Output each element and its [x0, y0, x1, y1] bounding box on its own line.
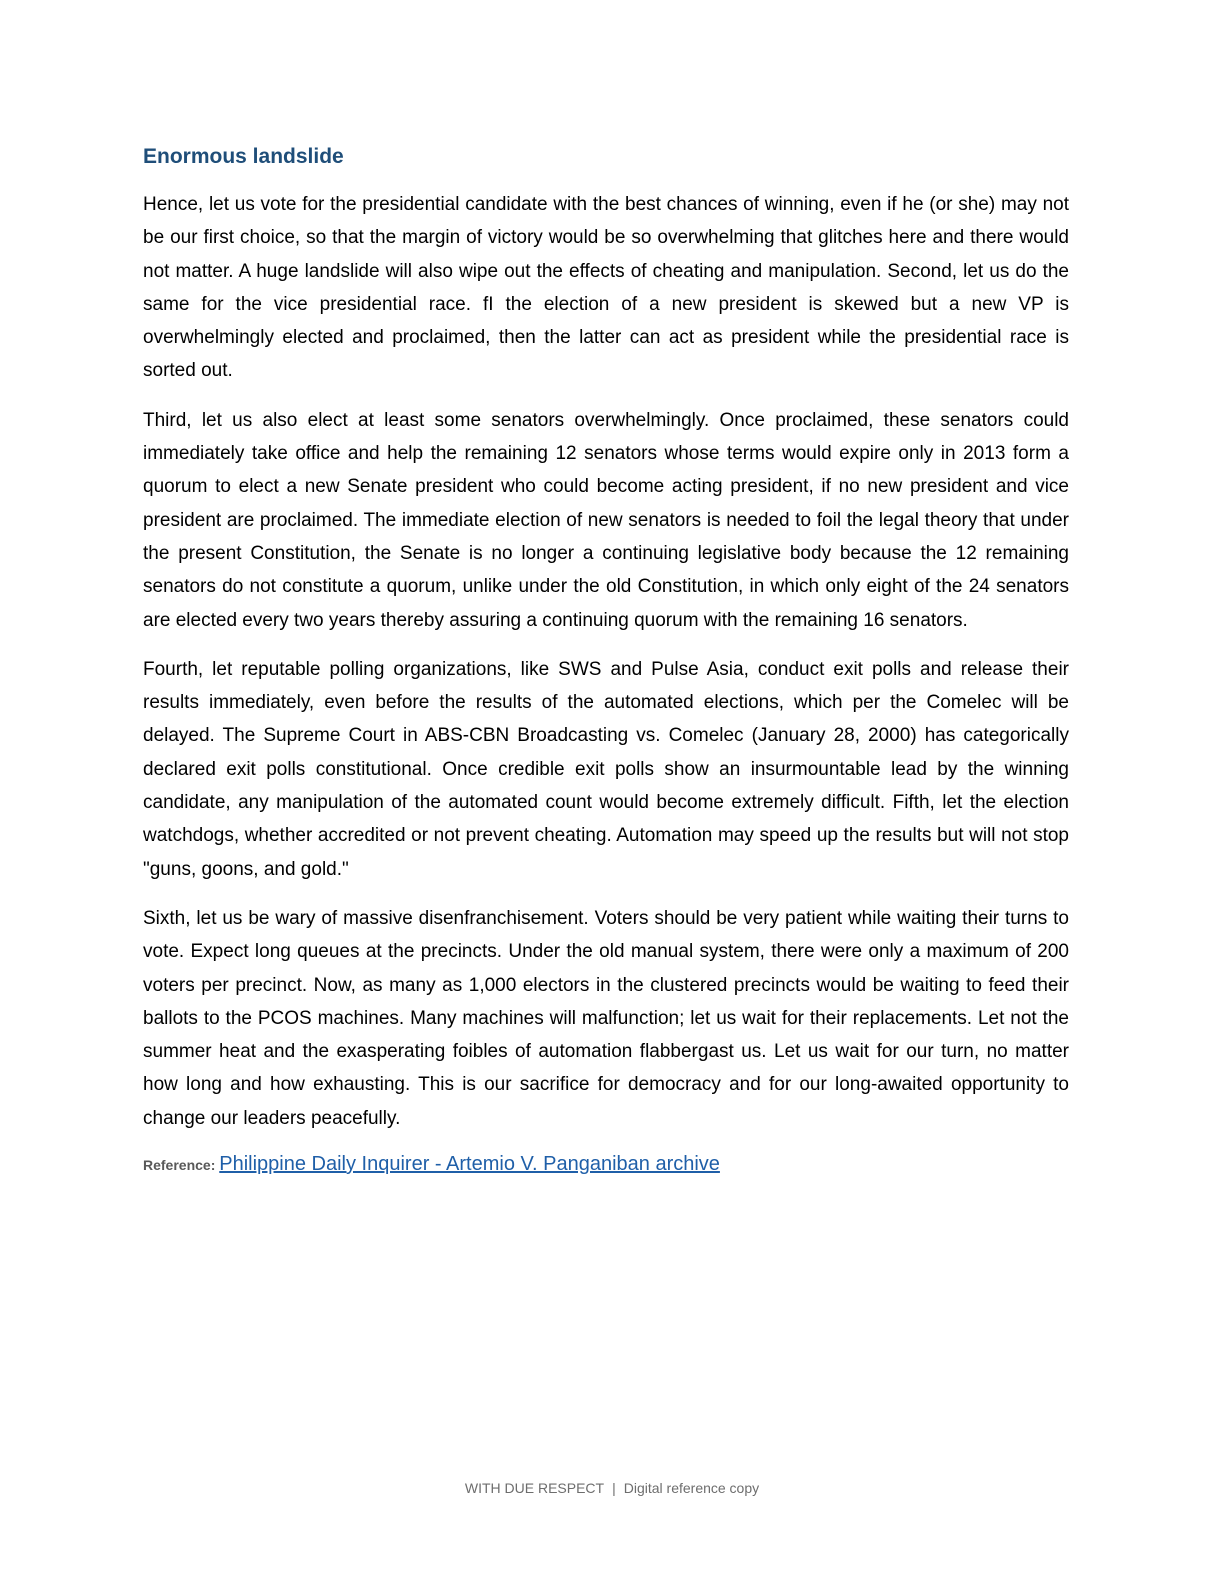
footer-copy-note: Digital reference copy — [623, 1480, 760, 1496]
section-heading: Enormous landslide — [143, 145, 344, 168]
body-paragraph-2: Third, let us also elect at least some senators overwhelmingly. Once proclaimed, these senators could immediately take office and help the remaining 12 senators whose terms would expire only in 2013 form a quorum to elect a new Senate president who could become acting president, if no new president and vice president are proclaimed. The immediate election of new senators is needed to foil the legal theory that under the present Constitution, the Senate is no longer a continuing legislative body because the 12 remaining senators do not constitute a quorum, unlike under the old Constitution, in which only eight of the 24 senators are elected every two years thereby assuring a continuing quorum with the remaining 16 senators. — [143, 409, 1069, 631]
body-paragraph-4: Sixth, let us be wary of massive disenfranchisement. Voters should be very patient while waiting their turns to vote. Expect long queues at the precincts. Under the old manual system, there were only a maximum of 200 voters per precinct. Now, as many as 1,000 electors in the clustered precincts would be waiting to feed their ballots to the PCOS machines. Many machines will malfunction; let us wait for their replacements. Let not the summer heat and the exasperating foibles of automation flabbergast us. Let us wait for our turn, no matter how long and how exhausting. This is our sacrifice for democracy and for our long-awaited opportunity to change our leaders peacefully. — [143, 907, 1069, 1129]
body-paragraph-1: Hence, let us vote for the presidential candidate with the best chances of winning, even if he (or she) may not be our first choice, so that the margin of victory would be so overwhelming that glitches here and there would not matter. A huge landslide will also wipe out the effects of cheating and manipulation. Second, let us do the same for the vice presidential race. fI the election of a new president is skewed but a new VP is overwhelmingly elected and proclaimed, then the latter can act as president while the presidential race is sorted out. — [143, 194, 1069, 382]
document-page — [143, 142, 1069, 1178]
reference-link[interactable]: Philippine Daily Inquirer - Artemio V. Panganiban archive — [219, 1153, 720, 1176]
footer-publication: WITH DUE RESPECT — [464, 1480, 605, 1496]
reference-label: Reference: — [143, 1157, 216, 1174]
footer-separator: | — [612, 1480, 616, 1496]
reference-line — [143, 1151, 1069, 1178]
body-paragraph-3: Fourth, let reputable polling organizations, like SWS and Pulse Asia, conduct exit polls and release their results immediately, even before the results of the automated elections, which per the Comelec will be delayed. The Supreme Court in ABS-CBN Broadcasting vs. Comelec (January 28, 2000) has categorically declared exit polls constitutional. Once credible exit polls show an insurmountable lead by the winning candidate, any manipulation of the automated count would become extremely difficult. Fifth, let the election watchdogs, whether accredited or not prevent cheating. Automation may speed up the results but will not stop "guns, goons, and gold." — [143, 658, 1069, 880]
page-footer — [0, 1478, 1224, 1498]
